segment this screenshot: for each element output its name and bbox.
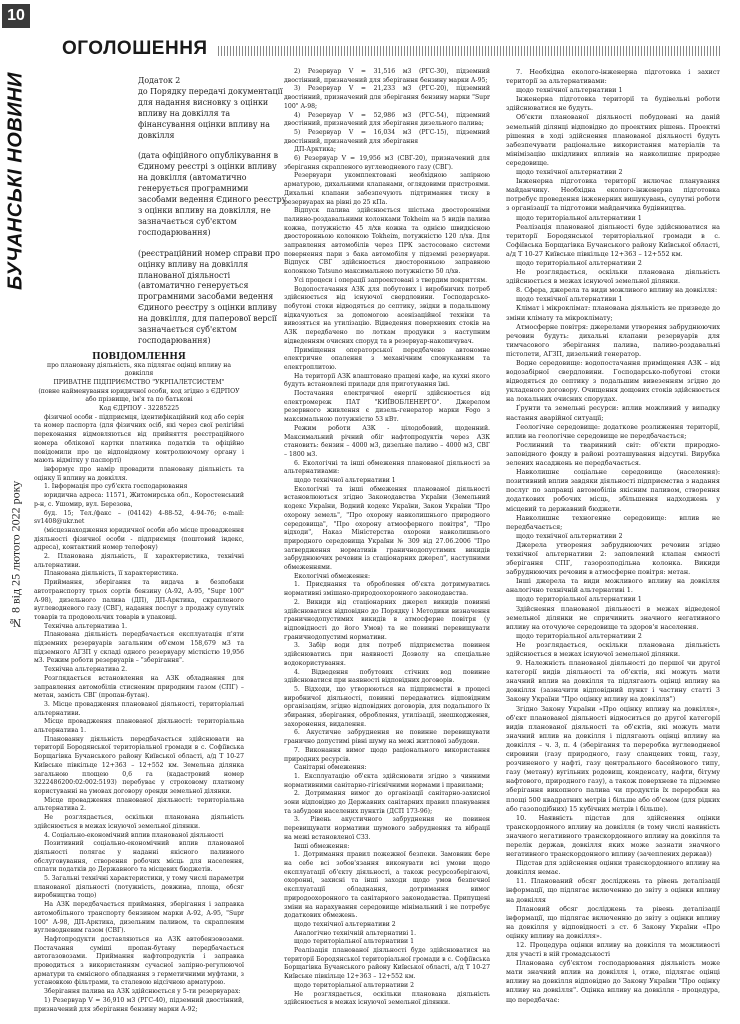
paragraph: 6. Екологічні та інші обмеження планованої діяльності за альтернативами: xyxy=(284,459,490,476)
paragraph: 4) Резервуар V = 52,986 м3 (РГС-54), підземний двостінний, призначений для зберігання дизельного палива; xyxy=(284,111,490,128)
page-number: 10 xyxy=(2,4,30,28)
paragraph: Геологічне середовище: додаткове розлиження території, вплив на геологічне середовище не передбачається; xyxy=(506,422,720,440)
column-2-body xyxy=(284,68,490,1008)
registration-number-note: (реєстраційний номер справи про оцінку впливу на довкілля планованої діяльності (автоматично генерується програмними засобами ведення Єдиного реєстру з оцінки впливу на довкілля, для паперової версії зазначається суб'єктом господарювання) xyxy=(138,248,280,345)
paragraph: Рослинний та тваринний світ: об'єкти природно-заповідного фонду в районі розташування відсутні. Вирубка зелених насаджень не передбачається. xyxy=(506,440,720,468)
paragraph: Здійснення планованої діяльності в межах відведеної земельної ділянки не спричинить значного негативного впливу на оточуюче середовище та здоров'я населення. xyxy=(506,604,720,631)
paragraph: 1) Резервуар V = 36,910 м3 (РГС-40), підземний двостінний, призначений для зберігання бензину марки А-92; xyxy=(34,996,244,1013)
company-code: Код ЄДРПОУ - 32285225 xyxy=(98,405,180,413)
paragraph: Клімат і мікроклімат: планована діяльність не призведе до зміни клімату та мікроклімату; xyxy=(506,304,720,322)
sidebar xyxy=(0,0,32,1024)
paragraph: 1. Приєднання та оброблення об'єкта дотримуватись нормативні змішано-природоохоронного законодавства. xyxy=(284,581,490,598)
paragraph: щодо територіальної альтернативи 1 xyxy=(294,938,415,946)
paragraph: щодо територіальної альтернативи 2 xyxy=(516,258,642,267)
newspaper-name: БУЧАНСЬКІ НОВИНИ xyxy=(4,72,27,290)
paragraph: Згідно Закону України «Про оцінку впливу на довкілля», об'єкт планованої діяльності відноситься до другої категорії видів планованої діяльності та об'єктів, які можуть мати значний вплив на довкілля і підлягають оцінці впливу на довкілля – ч. 3, п. 4 (зберігання та переробка вуглеводневої сировини (газу природного, газу сланцевих товщ, газу, розчиненого у нафті, газу центрального басейнового типу, газу (метану) вугільних родовищ, конденсату, нафти, бітуму нафтового, природного газу), а також поверхневе та підземне зберігання викопного палива чи продуктів їх переробки на площі 500 квадратних метрів і більше або об'ємом (для рідких або газоподібних) 15 кубічних метрів і більше). xyxy=(506,704,720,813)
company-note: (повне найменування юридичної особи, код згідно з ЄДРПОУ або прізвище, ім'я та по батькові xyxy=(38,387,240,404)
paragraph: 10. Наявність підстав для здійснення оцінки транскордонного впливу на довкілля (в тому числі наявність значного негативного транскордонного впливу на довкілля та перелік держав, довкілля яких може зазнати значного негативного транскордонного впливу (зачеплених держав)) xyxy=(506,813,720,859)
paragraph: Інженерна підготовка території включає планування майданчику. Необхідна еколого-інженерна підготовка потребує проведення інженерних вишукувань, супутні роботи з організації та підготовки майданчика будівництва. xyxy=(506,177,720,213)
paragraph: фізичної особи - підприємця, ідентифікаційний код або серія та номер паспорта (для фізичних осіб, які через свої релігійні переконання відмовляються від прийняття реєстраційного номера облікової картки платника податків та офіційно повідомили про це відповідному контролюючому органу і мають відмітку у паспорті) xyxy=(34,413,244,465)
publication-date-note: (дата офіційного опублікування в Єдиному реєстрі з оцінки впливу на довкілля (автоматично генерується програмними засобами ведення Єдиного реєстру з оцінки впливу на довкілля, не зазначається суб'єктом господарювання) xyxy=(138,151,287,237)
paragraph: Джерела утворення забруднюючих речовин згідно технічної альтернативи 2: заповлений клапан ємності зберігання СПГ, газорозподільна колонка. Викиди забруднюючих речовин в атмосферне повітря: метан. xyxy=(506,540,720,577)
paragraph: щодо технічної альтернативи 2 xyxy=(516,531,623,540)
paragraph: Ґрунти та земельні ресурси: вплив можливий у випадку настання аварійної ситуації; xyxy=(506,404,720,422)
column-3-body xyxy=(506,68,720,1005)
paragraph: Приймання, зберігання та видача в безпобаки автотранспорту трьох сортів бензину (А-92, А-95, "Supr 100" А-98), дизельного палива (ДП), ДП-Арктика, скрапленого вуглеводневого газу (СВГ), надання послуг з продажу супутніх товарів та продовольчих товарів в упаковці. xyxy=(34,579,244,621)
column-3 xyxy=(506,68,720,1005)
paragraph: 1. Інформація про суб'єкта господарювання xyxy=(44,483,188,491)
paragraph: Санітарні обмеження: xyxy=(294,764,367,772)
paragraph: щодо технічної альтернативи 2 xyxy=(516,168,623,177)
paragraph: Інші джерела та види можливого впливу на довкілля аналогічно технічній альтернативі 1. xyxy=(506,577,720,595)
paragraph: (місцезнаходження юридичної особи або місце провадження діяльності фізичної особи - підприємця (поштовий індекс, адреса), контактний номер телефону) xyxy=(34,526,244,552)
paragraph: Плановий обсяг досліджень та рівень деталізації інформації, що підлягає включенню до звіту з оцінки впливу на довкілля у відповідності з ст. 6 Закону України «Про оцінку впливу на довкілля». xyxy=(506,904,720,940)
paragraph: Екологічні обмеження: xyxy=(294,572,371,580)
paragraph: Атмосферне повітря: джерелами утворення забруднюючих речовин будуть: дихальні клапани резервуарів для тимчасового зберігання палива, паливо-роздавальні пістолети, АГЗП, дизельний генератор. xyxy=(506,322,720,358)
paragraph: 7. Виконання вимог щодо раціонального використання природних ресурсів. xyxy=(284,746,490,763)
paragraph: Планована діяльність передбачається експлуатація п'яти підземних резервуарів загальним об'ємом 158,679 м3 та підземного АГЗП у складі одного резервуару місткістю 19,956 м3. Режим роботи резервуарів – "зберігання". xyxy=(34,631,244,665)
paragraph: 3) Резервуар V = 21,233 м3 (РГС-20), підземний двостінний, призначений для зберігання бензину марки "Supr 100" А-98; xyxy=(284,85,490,110)
paragraph: щодо територіальної альтернативи 1 xyxy=(516,213,642,222)
paragraph: 1. Дотримання правил пожежної безпеки. Замовник бере на себе всі зобов'язання виконувати всі умови щодо експлуатації об'єкту діяльності, а також ресурсозберігаючі, охоронні, захисні та інші заходи щодо умов безпечної експлуатації обладнання, дотримання вимог природоохоронного та санітарного законодавства. Припущені зміни на нарахування середовище мінімальний і не потребує додаткових обмежень. xyxy=(284,851,490,920)
paragraph: 11. Планований обсяг досліджень та рівень деталізації інформації, що підлягає включенню до звіту з оцінки впливу на довкілля xyxy=(506,877,720,904)
paragraph: Підстав для здійснення оцінки транскордонного впливу на довкілля немає. xyxy=(506,859,720,877)
paragraph: 9. Належність планованої діяльності до першої чи другої категорії видів діяльності та об'єктів, які можуть мати значний вплив на довкілля та підлягають оцінці впливу на довкілля (зазначити відповідний пункт і частину статті 3 Закону України "Про оцінку впливу на довкілля") xyxy=(506,659,720,704)
issue-date: № 8 від 25 лютого 2022 року xyxy=(8,480,23,630)
paragraph: Навколишнє техногенне середовище: вплив не передбачається; xyxy=(506,513,720,531)
paragraph: 2. Дотримання вимог до організації санітарно-захисної зони відповідно до Державних санітарних правил планування та забудови населених пунктів (ДСП 173-96); xyxy=(284,790,490,815)
paragraph: Не розглядається, оскільки планована діяльність здійснюється в межах існуючої земельної ділянки. xyxy=(34,814,244,830)
company-name: ПРИВАТНЕ ПІДПРИЄМСТВО "УКРПАЛЕТСИСТЕМ" xyxy=(53,378,225,386)
paragraph: Технічна альтернатива 1. xyxy=(44,622,128,630)
paragraph: 5) Резервуар V = 16,034 м3 (РГС-15), підземний двостінний, призначений для зберігання xyxy=(284,128,490,145)
paragraph: Планована діяльність, її характеристика. xyxy=(44,570,179,578)
header-hatched-rule xyxy=(212,46,722,56)
section-header xyxy=(62,38,722,62)
paragraph: 6) Резервуар V = 19,956 м3 (СВГ-20), призначений для зберігання скрапленого вуглеводневого газу (СВГ). xyxy=(284,155,490,171)
paragraph: На території АЗК влаштовано пращеві кафе, на кухні якого будуть встановлені прилади для приготування їжі. xyxy=(284,372,490,389)
paragraph: Розглядається встановлення на АЗК обладнання для заправлення автомобілів стисненим природним газом (СПГ) – метан, замість СВГ (пропан-бутан). xyxy=(34,674,244,700)
column-1 xyxy=(34,68,287,1014)
paragraph: Планована суб'єктом господарювання діяльність може мати значний вплив на довкілля і, отже, підлягає оцінці впливу на довкілля відповідно до Закону України "Про оцінку впливу на довкілля". Оцінка впливу на довкілля - процедура, що передбачає: xyxy=(506,959,720,1004)
paragraph: 7. Необхідна еколого-інженерна підготовка і захист території за альтернативами: xyxy=(506,68,720,86)
column-1-body xyxy=(34,414,244,1015)
paragraph: 8. Сфера, джерела та види можливого впливу на довкілля: xyxy=(516,286,718,295)
notice-subtitle: про плановану діяльність, яка підлягає оцінці впливу на довкілля xyxy=(47,361,231,378)
paragraph: Реалізація планованої діяльності буде здійснюватися на території Бородянської територіальної громади в с. Софіївська Борщагівка Бучанського району Київської області, а/д Т 10-27 Київське півкільце 12+363 – 12+552 км. xyxy=(284,947,490,981)
paragraph: Технічна альтернатива 2. xyxy=(44,666,128,674)
addendum-text: до Порядку передачі документації для надання висновку з оцінки впливу на довкілля та фінансування оцінки впливу на довкілля xyxy=(138,86,283,140)
paragraph: Місце провадження планованої діяльності: територіальна альтернатива 2. xyxy=(34,796,244,813)
paragraph: 5. Загальні технічні характеристики, у тому числі параметри планованої діяльності (потужність, довжина, площа, обсяг виробництва тощо) xyxy=(34,875,245,900)
paragraph: 2. Викиди від стаціонарних джерел викидів повинні здійснюватися відповідно до Порядку і Методики визначення граничнодопустимих викидів в атмосферне повітря (у відповідності до його Умов) та не повинні перевищувати граничнодопустимі нормативи. xyxy=(284,598,490,641)
paragraph: Інженерна підготовка території та будівельні роботи здійснюватися не будуть. xyxy=(506,95,720,113)
notice-heading: ПОВІДОМЛЕННЯ xyxy=(92,351,186,362)
paragraph: Не розглядається, оскільки планована діяльність здійснюється в межах існуючої земельної ділянки. xyxy=(284,990,490,1007)
paragraph: Постачання електричної енергії здійснюється від електромереж ПАТ "КИЇВОБЛЕНЕРГО". Джерелом резервного живлення є дизель-генератор марки Fogo з максимальною потужністю 53 кВт. xyxy=(284,390,490,424)
paragraph: Усі процеси і операції запроектовані з твердим покриттям. xyxy=(294,276,488,284)
section-title: ОГОЛОШЕННЯ xyxy=(62,38,216,60)
paragraph: Резервуари укомплектовані необхідною запірною арматурою, дихальними клапанами, оглядовими пристроями. Дихальні клапани забезпечують підтримання тиску в резервуарах на рівні до 25 кПа. xyxy=(284,172,490,206)
paragraph: 3. Рівень акустичного забруднення не повинен перевищувати нормативи шумового забруднення та вібрації на межі встановленої СЗЗ. xyxy=(284,816,490,841)
paragraph: 2) Резервуар V = 31,516 м3 (РГС-30), підземний двостінний, призначений для зберігання бензину марки А-95; xyxy=(284,68,490,84)
paragraph: Не розглядається, оскільки планована діяльність здійснюється в межах існуючої земельної ділянки. xyxy=(506,640,720,658)
paragraph: щодо технічної альтернативи 1 xyxy=(294,477,396,485)
paragraph: 12. Процедура оцінки впливу на довкілля та можливості для участі в ній громадськості xyxy=(506,941,720,959)
paragraph: Режим роботи АЗК - цілодобовий, щоденний. Максимальний річний обіг нафтопродуктів через АЗК становить: бензин – 4000 м3, дизельне паливо – 4000 м3, СВГ – 1800 м3. xyxy=(284,424,490,458)
paragraph: ДП-Арктика; xyxy=(294,146,336,154)
paragraph: 2. Планована діяльність, її характеристика, технічні альтернативи. xyxy=(34,553,244,569)
paragraph: 1. Експлуатацію об'єкта здійснювати згідно з чинними нормативними санітарно-гігієнічними нормами і правилами; xyxy=(284,772,490,789)
paragraph: Зберігання палива на АЗК здійснюється у 5-ти резервуарах: xyxy=(44,988,241,996)
paragraph: Відпуск палива здійснюється шістьма двосторонніми паливно-роздавальними колонками Tokheim на 5 видів палива кожна, потужністю 45 л/хв кожна та однією швидкісною двосторонньою колонкою Tokheim, потужністю 120 л/хв. Для заправлення автомобілів через ПРК застосовано системи повернення пари з бака автомобіля у підземні резервуари. Відпуск СВГ здійснюється двосторонньою заправною колонкою Tatsuno максимальною потужністю 50 л/хв. xyxy=(284,207,490,276)
paragraph: 5. Відходи, що утворюються на підприємстві в процесі виробничої діяльності, повинні передаватись відповідним організаціям, згідно відповідних договорів, для подальшого їх збирання, зберігання, оброблення, утилізації, знешкодження, захоронення, видалення. xyxy=(284,685,490,728)
paragraph: Не розглядається, оскільки планована діяльність здійснюється в межах існуючої земельної ділянки. xyxy=(506,268,720,286)
column-2 xyxy=(284,68,490,1008)
addendum-title: Додаток 2 xyxy=(138,76,181,85)
paragraph: Планованну діяльність передбачається здійснювати на території Бородянської територіальної громади в с. Софіївська Борщагівка Бучанського району Київської області, а/д Т 10-27 Київське півкільце 12+363 – 12+552 км. Земельна ділянка загальною площею 0,6 га (кадастровий номер 3222486200:02:002:5193) перебуває у строковому платному користуванні на умовах договору оренди земельної ділянки. xyxy=(34,735,244,795)
paragraph: 3. Місце провадження планованої діяльності, територіальні альтернативи. xyxy=(34,700,244,717)
paragraph: буд. 15; Тел./факс – (04142) 4-88-52, 4-94-76; e-mail: sv1408@ukr.net xyxy=(34,509,244,526)
vertical-masthead xyxy=(3,30,29,1020)
paragraph: Нафтопродукти доставляються на АЗК автобензовозами. Постачання суміші пропан-бутану передбачається автогазовозами. Приймання нафтопродуктів і заправка проводиться з використанням сучасної запірно-регулюючої арматури та ємнісного обладнання з герметичними муфтами, з установкою фільтрами, та сталевою відсічною арматурою. xyxy=(34,935,244,987)
paragraph: На АЗК передбачається приймання, зберігання і заправка автомобільного транспорту бензином марки А-92, А-95, "Supr 100" А-98, ДП-Арктика, дизельним паливом, та скрапленим вуглеводневим газом (СВГ). xyxy=(34,901,244,935)
paragraph: щодо територіальної альтернативи 1 xyxy=(516,595,642,604)
paragraph: Об'єкти планованої діяльності побудовані на даній земельній ділянці відповідно до проектних рішень. Проектні рішення в ході здійснення планованої діяльності будуть забезпечувати раціональне використання матеріалів та мінімізацію шкідливих впливів на навколишнє природне середовище. xyxy=(506,113,720,167)
paragraph: щодо технічної альтернативи 1 xyxy=(516,86,623,95)
paragraph: щодо територіальної альтернативи 2 xyxy=(294,981,415,989)
paragraph: Екологічні та інші обмеження планованої діяльності встановлюються згідно Законодавства України (Земельний кодекс України, Водний кодекс України, Закон України "Про охорону земель", "Про охорону навколишнього природного середовища", "Про охорону атмосферного повітря", "Про відходи", Наказ Міністерства охорони навколишнього природного середовища України № 309 від 27.06.2006 "Про затвердження нормативів граничнодопустимих викидів забруднюючих речовин із стаціонарних джерел", наступними обмеженнями. xyxy=(284,485,490,572)
addendum-block xyxy=(138,76,288,347)
paragraph: Позитивний соціально-економічний вплив планованої діяльності полягає у наданні якісного паливного обслуговування, створення робочих місць для населення, сплати податків до Державного та місцевих бюджетів. xyxy=(34,840,244,874)
paragraph: Водне середовище: водопостачання приміщення АЗК – від водозабірної свердловини. Господарсько-побутові стоки відводяться до септику з подальшим вивезенням згідно до укладеного договору. Очищення дощових стоків здійснюється на локальних очисних спорудах. xyxy=(506,359,720,404)
paragraph: інформує про намір провадити плановану діяльність та оцінку її впливу на довкілля. xyxy=(34,465,244,482)
paragraph: 6. Акустичне забруднення не повинне перевищувати гранично допустимі рівні шуму на межі житлової забудови. xyxy=(284,729,490,746)
paragraph: Аналогічно технічній альтернативі 1. xyxy=(294,929,417,937)
paragraph: 4. Соціально-економічний вплив планованої діяльності xyxy=(44,831,224,839)
paragraph: юридична адреса: 11571, Житомирська обл., Коростенський р-н, с. Ушомир, вул. Березова, xyxy=(34,492,244,508)
paragraph: щодо територіальної альтернативи 2 xyxy=(516,631,642,640)
paragraph: Приміщення операторської передбачено автономне електричне опалення з механічним спонуканням та електроплитою. xyxy=(284,346,490,371)
paragraph: 4. Відведення побутових стічних вод повинне здійснюватися при наявності відповідних договорів. xyxy=(284,668,490,685)
paragraph: 3. Забір води для потреб підприємства повинен здійснюватись при наявності Дозволу на спеціальне водокористування. xyxy=(284,642,490,667)
paragraph: Місце провадження планованої діяльності: територіальна альтернатива 1. xyxy=(34,718,244,735)
paragraph: Навколишнє соціальне середовище (населення): позитивний вплив завдяки діяльності підприємства з надання послуг по заправці автомобілів якісним паливом, створення додаткових робочих місць, збільшення надходжень у місцевий та державний бюджети. xyxy=(506,468,720,513)
paragraph: Водопостачання АЗК для побутових і виробничих потреб здійснюється від існуючої свердловини. Господарсько-побутові стоки відводяться до септику, звідки в подальшому відкачуються за допомогою асенізаційної техніки та вивозяться на утилізацію. Відведення поверхневих стоків на АЗК передбачено по лоткам продувки з наступним відведенням очисних споруд та в резервуар-накопичувач. xyxy=(284,285,490,345)
paragraph: Реалізація планованої діяльності буде здійснюватися на території Бородянської територіальної громади в с. Софіївська Борщагівка Бучанського району Київської області, а/д Т 10-27 Київське півкільце 12+363 – 12+552 км. xyxy=(506,222,720,258)
paragraph: щодо технічної альтернативи 1 xyxy=(516,295,623,304)
paragraph: Інші обмеження: xyxy=(294,842,350,850)
paragraph: щодо технічної альтернативи 2 xyxy=(294,920,396,928)
